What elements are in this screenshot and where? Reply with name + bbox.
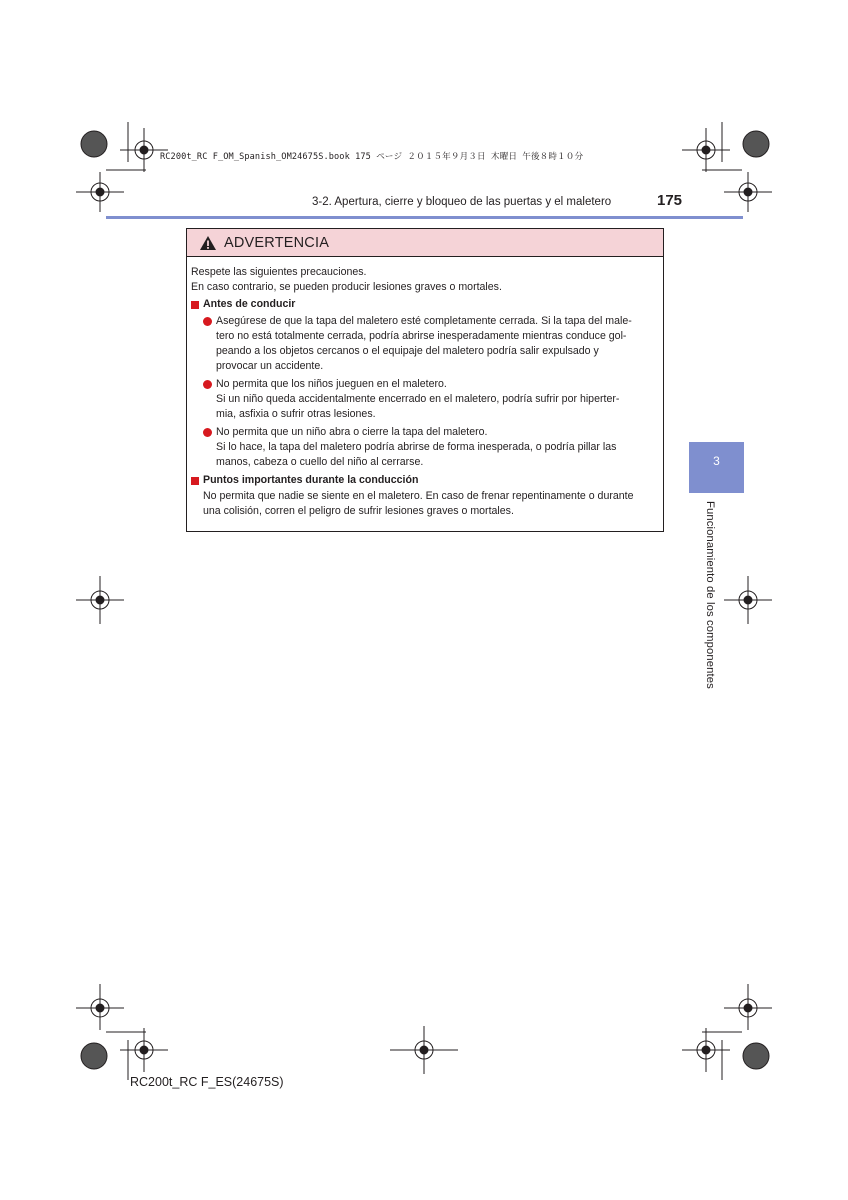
warning-intro-1: Respete las siguientes precauciones. bbox=[191, 266, 367, 278]
print-info: RC200t_RC F_OM_Spanish_OM24675S.book 175 ページ ２０１５年９月３日 木曜日 午後８時１０分 bbox=[160, 152, 584, 162]
bullet-line: mia, asfixia o sufrir otras lesiones. bbox=[216, 408, 376, 420]
warning-triangle-icon bbox=[199, 235, 217, 251]
list-item bbox=[203, 425, 657, 470]
chapter-number: 3 bbox=[713, 454, 720, 468]
section-heading-antes bbox=[191, 297, 657, 312]
warning-box bbox=[186, 228, 664, 532]
chapter-tab[interactable] bbox=[689, 442, 744, 493]
red-bullet-icon bbox=[203, 317, 212, 326]
bullet-line: Si lo hace, la tapa del maletero podría abrirse de forma inesperada, o podría pillar las bbox=[216, 441, 617, 453]
bullet-line: No permita que los niños jueguen en el maletero. bbox=[216, 378, 447, 390]
warning-title: ADVERTENCIA bbox=[224, 234, 330, 251]
warning-intro-2: En caso contrario, se pueden producir lesiones graves o mortales. bbox=[191, 281, 502, 293]
bullet-line: manos, cabeza o cuello del niño al cerrarse. bbox=[216, 456, 424, 468]
red-square-icon bbox=[191, 301, 199, 309]
red-bullet-icon bbox=[203, 428, 212, 437]
paragraph-line: No permita que nadie se siente en el maletero. En caso de frenar repentinamente o durante bbox=[203, 490, 634, 502]
page-number: 175 bbox=[657, 192, 683, 209]
bullet-line: No permita que un niño abra o cierre la tapa del maletero. bbox=[216, 426, 488, 438]
bullet-line: provocar un accidente. bbox=[216, 360, 324, 372]
list-item bbox=[203, 314, 657, 374]
section-heading-puntos bbox=[191, 473, 657, 488]
section-heading-label: Antes de conducir bbox=[203, 298, 296, 310]
bullet-line: Asegúrese de que la tapa del maletero esté completamente cerrada. Si la tapa del male- bbox=[216, 315, 632, 327]
bullet-line: peando a los objetos cercanos o el equipaje del maletero podría salir expulsado y bbox=[216, 345, 599, 357]
bullet-list bbox=[191, 314, 657, 470]
warning-body bbox=[187, 257, 663, 519]
bullet-line: tero no está totalmente cerrada, podría abrirse inesperadamente mientras conduce gol- bbox=[216, 330, 627, 342]
section-heading-label: Puntos importantes durante la conducción bbox=[203, 474, 419, 486]
section2-paragraph bbox=[191, 489, 657, 519]
header-rule bbox=[106, 216, 743, 219]
section-title: 3-2. Apertura, cierre y bloqueo de las puertas y el maletero bbox=[312, 196, 612, 208]
bullet-line: Si un niño queda accidentalmente encerrado en el maletero, podría sufrir por hiperter- bbox=[216, 393, 620, 405]
footer-code: RC200t_RC F_ES(24675S) bbox=[130, 1075, 284, 1089]
red-square-icon bbox=[191, 477, 199, 485]
chapter-label: Funcionamiento de los componentes bbox=[704, 501, 716, 689]
paragraph-line: una colisión, corren el peligro de sufrir lesiones graves o mortales. bbox=[203, 505, 514, 517]
red-bullet-icon bbox=[203, 380, 212, 389]
list-item bbox=[203, 377, 657, 422]
warning-header bbox=[187, 229, 663, 257]
